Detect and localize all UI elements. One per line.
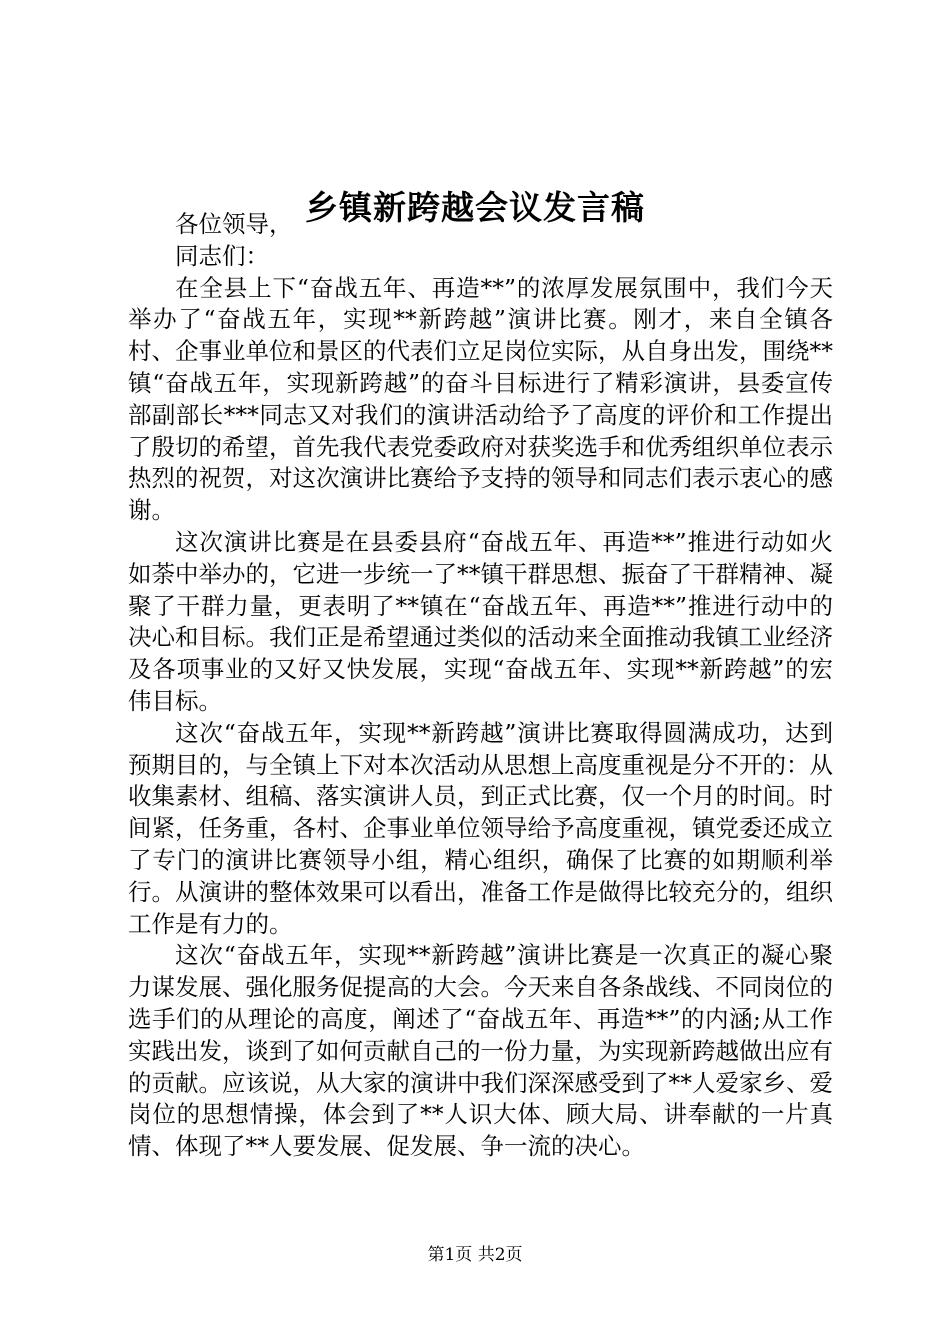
body-paragraph: 这次“奋战五年，实现**新跨越”演讲比赛是一次真正的凝心聚力谋发展、强化服务促提高的大会。今天来自各条战线、不同岗位的选手们的从理论的高度，阐述了“奋战五年、再造**”的内涵;从工作实践出发，谈到了如何贡献自己的一份力量，为实现新跨越做出应有的贡献。应该说，从大家的演讲中我们深深感受到了**人爱家乡、爱岗位的思想情操，体会到了**人识大体、顾大局、讲奉献的一片真情、体现了**人要发展、促发展、争一流的决心。 [128,941,833,1161]
page-number-footer: 第1页 共2页 [427,1245,523,1265]
body-paragraph: 这次演讲比赛是在县委县府“奋战五年、再造**”推进行动如火如荼中举办的，它进一步统一了**镇干群思想、振奋了干群精神、凝聚了干群力量，更表明了**镇在“奋战五年、再造**”推进行动中的决心和目标。我们正是希望通过类似的活动来全面推动我镇工业经济及各项事业的又好又快发展，实现“奋战五年、实现**新跨越”的宏伟目标。 [128,527,833,715]
body-paragraph: 在全县上下“奋战五年、再造**”的浓厚发展氛围中，我们今天举办了“奋战五年，实现**新跨越”演讲比赛。刚才，来自全镇各村、企事业单位和景区的代表们立足岗位实际，从自身出发，围绕**镇“奋战五年，实现新跨越”的奋斗目标进行了精彩演讲，县委宣传部副部长***同志又对我们的演讲活动给予了高度的评价和工作提出了殷切的希望，首先我代表党委政府对获奖选手和优秀组织单位表示热烈的祝贺，对这次演讲比赛给予支持的领导和同志们表示衷心的感谢。 [128,273,833,525]
body-paragraph: 这次“奋战五年，实现**新跨越”演讲比赛取得圆满成功，达到预期目的，与全镇上下对本次活动从思想上高度重视是分不开的：从收集素材、组稿、落实演讲人员，到正式比赛，仅一个月的时间。时间紧，任务重，各村、企事业单位领导给予高度重视，镇党委还成立了专门的演讲比赛领导小组，精心组织，确保了比赛的如期顺利举行。从演讲的整体效果可以看出，准备工作是做得比较充分的，组织工作是有力的。 [128,718,833,938]
salutation-leaders: 各位领导， [175,210,293,238]
document-title: 乡镇新跨越会议发言稿 [305,188,645,227]
salutation-comrades: 同志们： [175,241,269,270]
document-body [128,209,833,1163]
